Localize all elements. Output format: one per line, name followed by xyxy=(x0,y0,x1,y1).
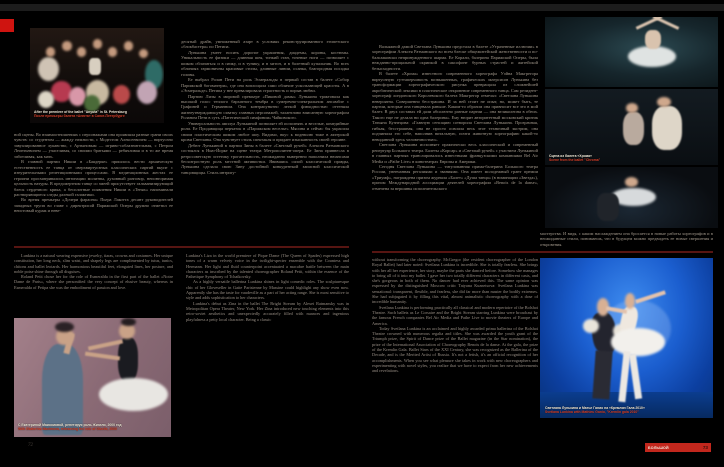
russian-text-tail xyxy=(540,231,713,250)
paragraph: В балете «Хрома» известного современного хореографа Уэйна Макгрегора виртуозную гуттаперчивость возвышенных, графических экзерсисов Лунькина без трансформации хореографического рисунка превращала из сложнейшей акробатической лексики в пластическое откровение современного танца. Сам резидент-хореограф лондонского Королевского балета Макгрегор отмечал: «Светлана Лунькина невероятна. Совершенно бесстрашна. И за ней стоит не опыт, но, может быть, те партии, которые она танцевала раньше. Каким-то образом она привносит все это в мой балет. В двух составах ей дали абсолютно разные партии — она великолепна в обеих. Такого еще не делала ни одна балерина». Ему вторит авторитетный московский критик Татьяна Кузнецова: «Главную сенсацию сотворила Светлана Лунькина. Прозрачная, гибкая, бесстрашная, она не просто освоила весь этот техничный экстрим, она подчинила его себе, наполнив витальную, почти животную хореографию какой-то невиданной здесь человечностью». xyxy=(372,71,538,142)
paragraph: мастерства. И видя, с каким наслаждением она бросается в новые работы хореографов и в неожиданные стили, понимаешь, что в будущем можно предвидеть ее новые свершения и откровения. xyxy=(540,231,713,247)
photo-face xyxy=(108,47,117,57)
paragraph: Roland Petit chose her for the role of Esmeralda in the first part of the ballet «Notre Dame de Paris», where she personified the very concept of elusive beauty, whereas in Esmeralda of Petipa she was the embodiment of passion and love. xyxy=(14,274,173,290)
caption-line-ru: С Екатериной Максимовой, репетируя роль Жизели, 2000 год xyxy=(18,422,122,427)
photo-caption xyxy=(34,110,161,119)
photo-figure xyxy=(38,57,59,82)
photo-caption xyxy=(549,154,713,163)
photo-partner-legs xyxy=(592,350,613,399)
photo-caption xyxy=(545,406,709,415)
caption-line-ru: После премьеры балета «Анюта» в Санкт-Петербурге xyxy=(34,114,125,119)
paragraph: Лунькина умеет носить дорогие украшения, диадемы, короны, костюмы. Уникальность ее физики — длинная шея, тонкий стан, точеные ноги — позволяет с шиком облачаться и в пачку, и в тунику, и в хитон, и в балетный купальник. Во всех обличиях гармоничны красивые стопы, длинные линии, осанка, благородная посадка головы. xyxy=(181,49,349,77)
paragraph: Lunkina's debut as Zina in the ballet The Bright Stream by Alexei Ratmansky was in Metropolitan Opera Theater, New York. Her Zina introduced new touching elements into this retro-soviet aesthetics and unexpectedly accurately filled with nuances and ingenious playfulness a petty local character. Being a classic xyxy=(186,300,349,322)
photo-bouquet xyxy=(38,91,54,108)
paragraph: В главной партии Никии в «Баядерке» пришлось вести архаическую естественность ее танца от сверхвиртуозных классических партий вкупе с изнурительными репетиционными процессами. В медитационных жестах ее героини просматривались интонации молитвы, духовный разговор, неповторимая цельность натуры. В предсмертном танце со змеей присутствует гальванизирующий блеск сердечного крика, а бесплотные появления Никии в «Тенях» напоминали растворяющиеся следы далекой галактики. xyxy=(14,159,173,197)
photo-white-tutu xyxy=(99,378,168,411)
russian-text-column-1 xyxy=(14,132,173,243)
english-text-column-2 xyxy=(186,253,349,359)
photo-caption xyxy=(18,423,167,432)
english-text-column-3 xyxy=(372,257,538,421)
paragraph: Дебют Лунькиной в партии Зины в балете «Светлый ручей» Алексея Ратманского состоялся в Нью-Йорке на сцене театра Метрополитен-опера. Ее Зина привнесла в ретросоветскую эстетику трогательность, неожиданно выверенно наполнила нюансами бесхитростную роль местной активистки. Явившись силой классической правды, Лунькина сделала свою Зину достойной конкуренткой записной классической танцовщицы. Стиль интригу- xyxy=(181,142,349,175)
photo-coach-dress xyxy=(42,344,83,434)
photo-premiere-group xyxy=(30,28,164,123)
paragraph: Lunkina's Liza in the world premiere of Pique Dame (The Queen of Spades) expressed high tones of a warm velvety voice in the twilight-specter ensemble with the Countess and Hermann. Her light and fluid counterpoint accentuated a macabre battle between the main characters as inscribed by the talented choreographer Roland Petit, within the essence of the Pathetique Symphony of Tchaikovsky. xyxy=(186,253,349,280)
photo-white-tutu xyxy=(628,46,676,67)
top-edge-strip xyxy=(0,4,724,11)
photo-face xyxy=(93,39,102,49)
photo-duet-dark xyxy=(545,89,718,165)
paragraph: Вальяжной дамой Светлана Лунькина предстала в балете «Утраченные иллюзии» в хореографии Алексея Ратманского во всем блеске общежитейской женственности и по-бальзаковски непринужденного шарма. Ее Корали, балерина Парижской Оперы, была нежданно-прощальной скрипкой в саксофоне бурных страстей и житейской безысходности. xyxy=(372,44,538,71)
photo-face xyxy=(625,177,639,187)
photo-ballerina-arm xyxy=(88,339,123,350)
photo-bouquet xyxy=(137,81,157,104)
paragraph: Lunkina is a natural wearing expensive jewelry, tiaras, crowns and costumes. Her unique constitution, her long neck, slim waist, and shapely legs are complimented by tutus, tunics, chitons and ballet leotards. Her harmonious beautiful feet, elongated lines, her posture, and noble poise shine through all disguises. xyxy=(14,253,173,274)
photo-face xyxy=(77,47,86,57)
footer-rubric-label: БОЛЬШОЙ xyxy=(648,445,669,450)
photo-ballerina xyxy=(623,112,644,145)
footer-rubric-bar xyxy=(645,443,711,452)
caption-line-en: Svetlana Lunkina with Mathieu Ganio, "Kremlin gala 2010" xyxy=(545,410,639,415)
paragraph: Универсальность амплуа Лунькиной позволяет ей исполнять и веселые, комедийные роли. Ее Продавщица перчаток в «Парижском веселье» Мясина и сейчас бы украсила своим пластическим шиком любое шоу. Видимо, вкус к водевилю тоже в актерской крови Светланы. Она чувствует стиль спектакля и придает изысканность своей героине. xyxy=(181,120,349,143)
paragraph: Today Svetlana Lunkina is an acclaimed and highly awarded prima ballerina of the Bolshoi Theatre crowned with numerous regalia and titles. She was awarded the youth grant of the Triumph prize, the Spirit of Dance prize of the Ballet magazine (in the Star nomination), the prize of the International Association of Choreography Benois de la danse. At the gala, the prize of the Kremlin Gala. Ballet Stars of the XXI Century, she was recognized as the Ballerina of the Decade, and is the Merited Artist of Russia. It's not a fetish, it's an official recognition of her accomplishments. When you see what pleasure she takes in work with new choreographers and experimenting with novel styles, you realize that we have to expect from her new achievements and revelations. xyxy=(372,325,538,374)
paragraph: Партию Лизы в мировой премьере «Пиковой дамы» Лунькина трактовала как высокий голос теплого бархатного тембра в сумеречно-спектральном ансамбле с Графиней и Германном. Она контрапунктно легкой флюидностью оттеняла жизнеутверждающую схватку главных персонажей, талантливо вписанную хореографом Роланом Пети в суть «Патетической симфонии» Чайковского. xyxy=(181,93,349,121)
photo-white-tutu xyxy=(611,328,665,355)
photo-white-shirt xyxy=(89,58,101,75)
paragraph: Сегодня Светлана Лунькина — титулованная прима-балерина Большого театра России, увенчанная регалиями и званиями. Она имеет молодежный грант премии «Триумф», награждена призом журнала «Балет» «Душа танца» (в номинации «Звезда»), призом Международной ассоциации деятелей хореографии «Benois de la danse», отмечена за вершины исполнительского xyxy=(372,163,538,191)
caption-line-en: With Ekaterina Maximova, rehearsing the role of Giselle, 2000 xyxy=(18,427,117,432)
paragraph: десятый драйв, умноженный азарт в условиях реконструированного египетского «блокбастера» по Петипа. xyxy=(181,39,349,50)
photo-face xyxy=(139,49,148,59)
photo-face xyxy=(46,47,55,57)
photo-ballerina-solo xyxy=(545,17,718,87)
photo-arm xyxy=(653,17,679,30)
paragraph: Ее выбрал Ролан Пети на роль Эсмеральды в первый состав в балете «Собор Парижской богоматери», где она воплощала само обличие ускользающей красоты. А в «Эсмеральде» Петипа у нее превалировала страстность и порыв любви. xyxy=(181,77,349,94)
caption-line-en: Scene from the ballet "Chroma" xyxy=(549,158,601,163)
russian-text-column-3 xyxy=(372,44,538,250)
photo-face xyxy=(62,41,71,51)
red-margin-tab xyxy=(0,19,14,32)
photo-white-sleeve xyxy=(583,319,599,333)
section-divider-right xyxy=(372,251,713,253)
russian-text-column-2 xyxy=(181,39,349,243)
photo-bouquet xyxy=(113,85,130,104)
photo-torso xyxy=(645,30,661,50)
caption-line-en: After the premiere of the ballet "Anyuta" in St. Petersburg xyxy=(34,109,127,114)
page-number-left: 72 xyxy=(28,443,33,448)
paragraph: As a highly versatile ballerina Lunkina shines in light comedic roles. The sculpturesque chic of her Gloveseller in Gaite Parisienne by Massine could highlight any show even now. Apparently she has the taste for vaudeville as a part of her acting range. She is most sensitive to style and adds sophistication to her characters. xyxy=(186,279,349,301)
photo-rehearsal-maximova xyxy=(14,318,171,437)
page-number-right: 73 xyxy=(702,445,708,450)
photo-face xyxy=(626,103,638,113)
photo-partner-white xyxy=(652,106,681,150)
caption-line-ru: Сцена из балета «Хрома» xyxy=(549,153,592,158)
photo-ballerina-bun xyxy=(121,318,137,326)
english-text-column-1 xyxy=(14,253,173,315)
paragraph: ной сцены. Во взаимоотношениях с персонажами она проявляла разные грани своих чувств: со студентом — жажду нежности, с Модестом Алексеевичем — виртуозно завуалированное лукавство, с Артыновым — игриво-соблазнительная, с Петром Леонтьевичем — участливая, со своими братьями — ребячливая и в то же время заботливая, как мать. xyxy=(14,132,173,159)
paragraph: Светлана Лунькина исполняет практически весь классический и современный репертуар Большого театра. Балеты «Корсар» и «Светлый ручей» с участием Лунькиной в главных партиях транслировались известными французскими компаниями Bel Air Media и «Pathe Live» в кинотеатрах Европы и Америки. xyxy=(372,142,538,164)
paragraph: Svetlana Lunkina is performing practically all classical and modern repertoire of the Bolshoi Theatre. Such ballets as Le Corsaire and the Bright Stream starring Lunkina were broadcast by the famous French companies Bel Air Media and Pathe Live to movie theaters of Europe and America. xyxy=(372,304,538,326)
paragraph: without transforming the choreography. McGregor (the resident choreographer of the London Royal Ballet) had later noted: Svetlana Lunkina is incredible. She is totally fearless. She brings with her all her experience, her story, maybe the parts she danced before. Somehow she manages to bring all of it into my ballet. I gave her two totally different characters in different casts, and she's gorgeous in both of them. No dancer had ever achieved this. The same opinion was expressed by the distinguished Moscow critic Tatyana Kuznetsova: Svetlana Lunkina was sensational: transparent, flexible, and fearless, she did far more than master the bodily extremes. She had subjugated it by filling this vital, almost animalistic choreography with a dose of incredible humanity. xyxy=(372,257,538,305)
paragraph: Во время премьеры «Дочери фараона» Пьера Лакотта десант руководителей западных трупп во главе с директрисой Парижской Оперы дружно отметил ее неистовый кураж и неве- xyxy=(14,197,173,214)
photo-partner-dark xyxy=(597,193,619,221)
photo-face xyxy=(124,41,133,51)
caption-line-ru: Светлана Лунькина и Матье Ганио на «Кремлин Гала 2010» xyxy=(545,405,645,410)
photo-coach-hair xyxy=(55,322,74,333)
section-divider-left xyxy=(14,246,349,248)
photo-lift-dark xyxy=(545,167,718,228)
photo-ballerina-arm xyxy=(85,351,120,360)
photo-kremlin-gala xyxy=(540,258,713,418)
